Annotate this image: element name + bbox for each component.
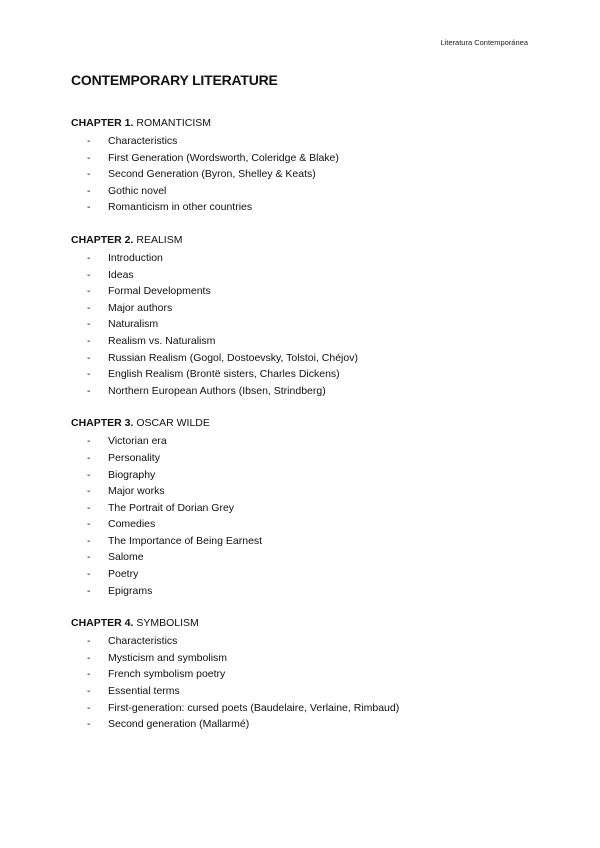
chapter-topic-list <box>71 250 541 399</box>
list-item <box>71 583 541 600</box>
dash-bullet: - <box>87 685 91 698</box>
chapter-3 <box>71 416 541 599</box>
topic-label: Formal Developments <box>108 285 211 298</box>
topic-label: Victorian era <box>108 435 167 448</box>
topic-label: Major authors <box>108 301 173 314</box>
dash-bullet: - <box>87 368 91 381</box>
list-item <box>71 250 541 267</box>
chapter-outline <box>71 116 541 750</box>
list-item <box>71 483 541 500</box>
topic-label: The Portrait of Dorian Grey <box>108 501 235 514</box>
list-item <box>71 199 541 216</box>
document-title: CONTEMPORARY LITERATURE <box>71 72 278 88</box>
topic-label: First-generation: cursed poets (Baudelaire, Verlaine, Rimbaud) <box>108 701 400 714</box>
chapter-number: CHAPTER 4. <box>71 617 134 630</box>
topic-label: Poetry <box>108 568 139 581</box>
dash-bullet: - <box>87 301 91 314</box>
topic-label: Characteristics <box>108 635 178 648</box>
list-item <box>71 283 541 300</box>
chapter-heading <box>71 616 541 631</box>
topic-label: Second Generation (Byron, Shelley & Keats) <box>108 168 316 181</box>
list-item <box>71 350 541 367</box>
dash-bullet: - <box>87 451 91 464</box>
list-item <box>71 633 541 650</box>
list-item <box>71 500 541 517</box>
list-item <box>71 300 541 317</box>
chapter-4 <box>71 616 541 733</box>
topic-label: Introduction <box>108 251 163 264</box>
chapter-name: REALISM <box>136 233 183 246</box>
list-item <box>71 183 541 200</box>
topic-label: French symbolism poetry <box>108 668 226 681</box>
topic-label: Romanticism in other countries <box>108 201 253 214</box>
dash-bullet: - <box>87 201 91 214</box>
chapter-heading <box>71 233 541 248</box>
topic-label: The Importance of Being Earnest <box>108 534 263 547</box>
dash-bullet: - <box>87 135 91 147</box>
topic-label: Realism vs. Naturalism <box>108 334 216 347</box>
list-item <box>71 150 541 167</box>
list-item <box>71 533 541 550</box>
topic-label: Northern European Authors (Ibsen, Strindberg) <box>108 384 326 397</box>
chapter-1 <box>71 116 541 216</box>
running-header: Literatura Contemporánea <box>440 38 528 47</box>
dash-bullet: - <box>87 351 91 364</box>
list-item <box>71 366 541 383</box>
chapter-number: CHAPTER 2. <box>71 233 134 246</box>
chapter-number: CHAPTER 3. <box>71 417 134 430</box>
list-item <box>71 683 541 700</box>
topic-label: Gothic novel <box>108 184 167 197</box>
list-item <box>71 166 541 183</box>
topic-label: Essential terms <box>108 685 180 698</box>
topic-label: Salome <box>108 551 144 564</box>
dash-bullet: - <box>87 318 91 331</box>
topic-label: First Generation (Wordsworth, Coleridge & Blake) <box>108 151 339 164</box>
topic-label: Personality <box>108 451 160 464</box>
list-item <box>71 383 541 400</box>
list-item <box>71 716 541 733</box>
dash-bullet: - <box>87 334 91 347</box>
dash-bullet: - <box>87 435 91 448</box>
list-item <box>71 549 541 566</box>
topic-label: Characteristics <box>108 135 178 147</box>
dash-bullet: - <box>87 551 91 564</box>
dash-bullet: - <box>87 668 91 681</box>
dash-bullet: - <box>87 501 91 514</box>
list-item <box>71 700 541 717</box>
chapter-number: CHAPTER 1. <box>71 117 134 129</box>
chapter-heading <box>71 416 541 431</box>
topic-label: Naturalism <box>108 318 159 331</box>
list-item <box>71 267 541 284</box>
topic-label: Second generation (Mallarmé) <box>108 718 250 731</box>
dash-bullet: - <box>87 651 91 664</box>
dash-bullet: - <box>87 184 91 197</box>
topic-label: Mysticism and symbolism <box>108 651 228 664</box>
list-item <box>71 650 541 667</box>
chapter-name: OSCAR WILDE <box>136 417 210 430</box>
topic-label: Biography <box>108 468 156 481</box>
dash-bullet: - <box>87 485 91 498</box>
topic-label: Comedies <box>108 518 156 531</box>
list-item <box>71 333 541 350</box>
list-item <box>71 316 541 333</box>
chapter-2 <box>71 233 541 399</box>
dash-bullet: - <box>87 568 91 581</box>
dash-bullet: - <box>87 534 91 547</box>
topic-label: Russian Realism (Gogol, Dostoevsky, Tolstoi, Chéjov) <box>108 351 358 364</box>
chapter-name: SYMBOLISM <box>136 617 199 630</box>
list-item <box>71 450 541 467</box>
dash-bullet: - <box>87 268 91 281</box>
dash-bullet: - <box>87 518 91 531</box>
chapter-topic-list <box>71 633 541 733</box>
list-item <box>71 566 541 583</box>
dash-bullet: - <box>87 384 91 397</box>
chapter-topic-list <box>71 133 541 216</box>
dash-bullet: - <box>87 151 91 164</box>
dash-bullet: - <box>87 635 91 648</box>
dash-bullet: - <box>87 718 91 731</box>
list-item <box>71 666 541 683</box>
topic-label: Ideas <box>108 268 134 281</box>
list-item <box>71 433 541 450</box>
dash-bullet: - <box>87 468 91 481</box>
chapter-heading <box>71 116 541 131</box>
topic-label: Epigrams <box>108 584 153 597</box>
dash-bullet: - <box>87 584 91 597</box>
topic-label: Major works <box>108 485 165 498</box>
chapter-topic-list <box>71 433 541 599</box>
list-item <box>71 133 541 150</box>
dash-bullet: - <box>87 168 91 181</box>
list-item <box>71 516 541 533</box>
dash-bullet: - <box>87 701 91 714</box>
list-item <box>71 467 541 484</box>
dash-bullet: - <box>87 251 91 264</box>
chapter-name: ROMANTICISM <box>136 117 212 129</box>
dash-bullet: - <box>87 285 91 298</box>
topic-label: English Realism (Brontë sisters, Charles Dickens) <box>108 368 340 381</box>
